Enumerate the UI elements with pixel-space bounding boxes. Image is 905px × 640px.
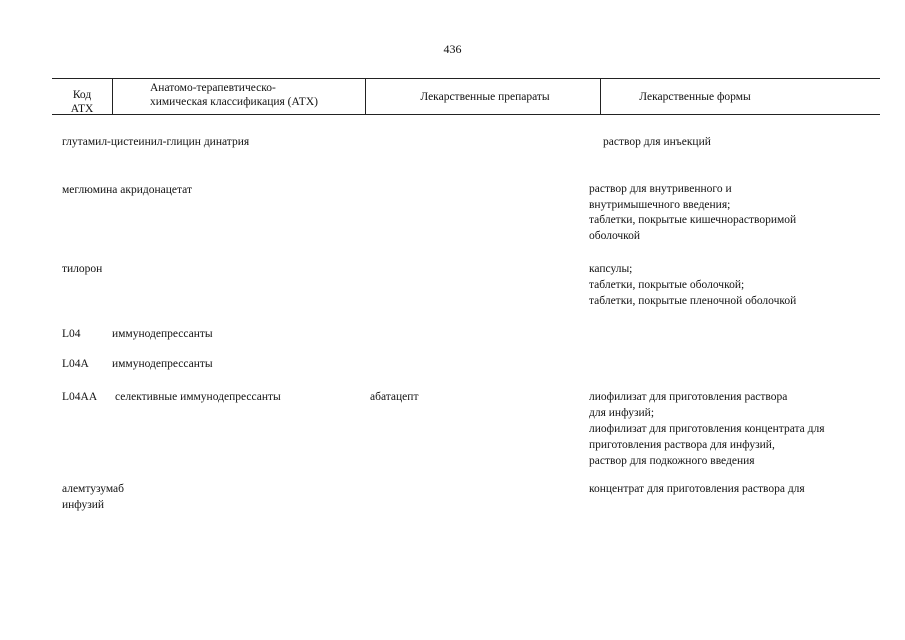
header-code-line: Код [72,89,92,101]
drug-name-line: инфузий [62,499,105,511]
atc-classification: иммунодепрессанты [112,358,213,370]
dosage-form-line: для инфузий; [589,407,655,419]
atc-classification: селективные иммунодепрессанты [115,391,281,403]
dosage-forms [589,261,796,309]
page-number: 436 [443,42,462,56]
drug-name: абатацепт [370,391,419,403]
dosage-forms [589,481,805,497]
header-code [62,88,102,116]
header-code-line: АТХ [70,103,94,115]
dosage-form-line: внутримышечного введения; [589,198,731,211]
header-divider [112,78,113,114]
header-divider [365,78,366,114]
dosage-form-line: концентрат для приготовления раствора для [589,483,805,495]
dosage-form-line: лиофилизат для приготовления концентрата для [589,423,825,435]
dosage-form-line: лиофилизат для приготовления раствора [589,391,788,403]
dosage-form-line: капсулы; [589,263,633,275]
dosage-forms [589,182,796,244]
drug-name: тилорон [62,263,103,275]
dosage-form-line: приготовления раствора для инфузий, [589,439,775,451]
header-forms: Лекарственные формы [639,91,751,103]
drug-name [62,481,124,513]
dosage-form-line: таблетки, покрытые пленочной оболочкой [589,295,797,307]
header-atc-line: Анатомо-терапевтическо- [150,82,276,94]
drug-name-line: алемтузумаб [62,483,125,495]
atc-code: L04AA [62,391,98,403]
atc-code: L04A [62,358,89,370]
dosage-form-line: таблетки, покрытые оболочкой; [589,279,745,291]
dosage-forms [589,389,825,469]
header-atc-classification [150,81,318,109]
drug-name: глутамил-цистеинил-глицин динатрия [62,136,250,148]
table-header-bottom-rule [52,114,880,115]
dosage-forms [603,134,711,150]
drug-name: меглюмина акридонацетат [62,184,192,196]
table-header-top-rule [52,78,880,79]
atc-code: L04 [62,328,81,340]
dosage-form-line: оболочкой [589,229,641,242]
header-atc-line: химическая классификация (АТХ) [150,96,318,108]
atc-classification: иммунодепрессанты [112,328,213,340]
dosage-form-line: раствор для подкожного введения [589,455,755,467]
dosage-form-line: раствор для инъекций [603,136,711,148]
header-drugs: Лекарственные препараты [420,91,550,103]
header-divider [600,78,601,114]
dosage-form-line: таблетки, покрытые кишечнорастворимой [589,214,797,226]
dosage-form-line: раствор для внутривенного и [589,183,732,195]
